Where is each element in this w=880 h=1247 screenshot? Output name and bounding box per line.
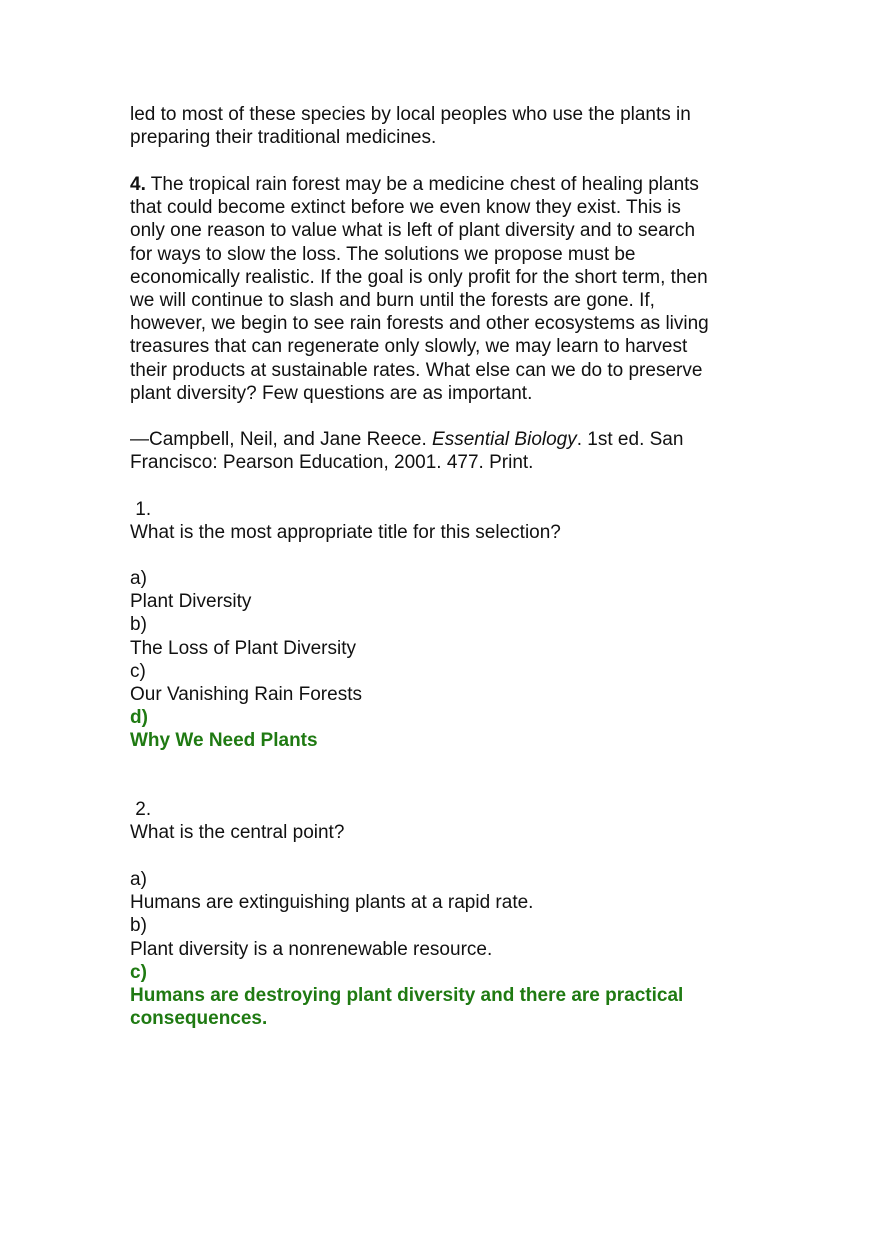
option-letter: a) [130,869,147,890]
paragraph-number: 4. [130,174,146,195]
text-line: led to most of these species by local peoples who use the plants in [130,104,691,125]
question-1 [130,498,561,544]
correct-option-text: consequences. [130,1008,268,1030]
question-prompt: What is the central point? [130,822,345,844]
question-2 [130,798,344,844]
text-line: preparing their traditional medicines. [130,127,437,149]
citation-title: Essential Biology [432,429,577,450]
correct-option-text: Why We Need Plants [130,730,318,752]
option-letter: b) [130,614,147,636]
option-letter: a) [130,568,147,589]
text-line: plant diversity? Few questions are as important. [130,382,533,404]
text-line [130,173,709,196]
question-number: 1. [130,499,152,520]
option-letter: c) [130,660,146,682]
intro-paragraph [130,103,691,149]
citation-details: . 1st ed. San [576,429,684,450]
question-1-options [130,567,362,753]
citation-authors: —Campbell, Neil, and Jane Reece. [130,429,433,450]
text-line: we will continue to slash and burn until the forests are gone. If, [130,289,655,311]
question-2-options [130,868,683,1030]
text-span: The tropical rain forest may be a medicine chest of healing plants [145,174,699,195]
option-text: Humans are extinguishing plants at a rapid rate. [130,892,534,914]
option-text: The Loss of Plant Diversity [130,637,356,659]
option-text: Plant diversity is a nonrenewable resource. [130,938,493,960]
correct-option-text: Humans are destroying plant diversity and there are practical [130,984,684,1006]
text-line: however, we begin to see rain forests and other ecosystems as living [130,313,709,335]
option-letter: b) [130,915,147,937]
text-line: Francisco: Pearson Education, 2001. 477. Print. [130,452,534,474]
text-line: only one reason to value what is left of plant diversity and to search [130,220,696,242]
question-prompt: What is the most appropriate title for this selection? [130,522,561,544]
correct-option-letter: c) [130,961,147,983]
text-line: their products at sustainable rates. What else can we do to preserve [130,359,703,381]
text-line: that could become extinct before we even know they exist. This is [130,197,681,219]
option-text: Plant Diversity [130,591,252,613]
text-line: for ways to slow the loss. The solutions we propose must be [130,243,636,265]
text-line [130,428,683,451]
citation [130,428,683,474]
question-number: 2. [130,799,152,820]
paragraph-4 [130,173,709,405]
text-line: economically realistic. If the goal is only profit for the short term, then [130,266,708,288]
option-text: Our Vanishing Rain Forests [130,683,362,705]
correct-option-letter: d) [130,707,148,729]
text-line: treasures that can regenerate only slowly, we may learn to harvest [130,336,688,358]
